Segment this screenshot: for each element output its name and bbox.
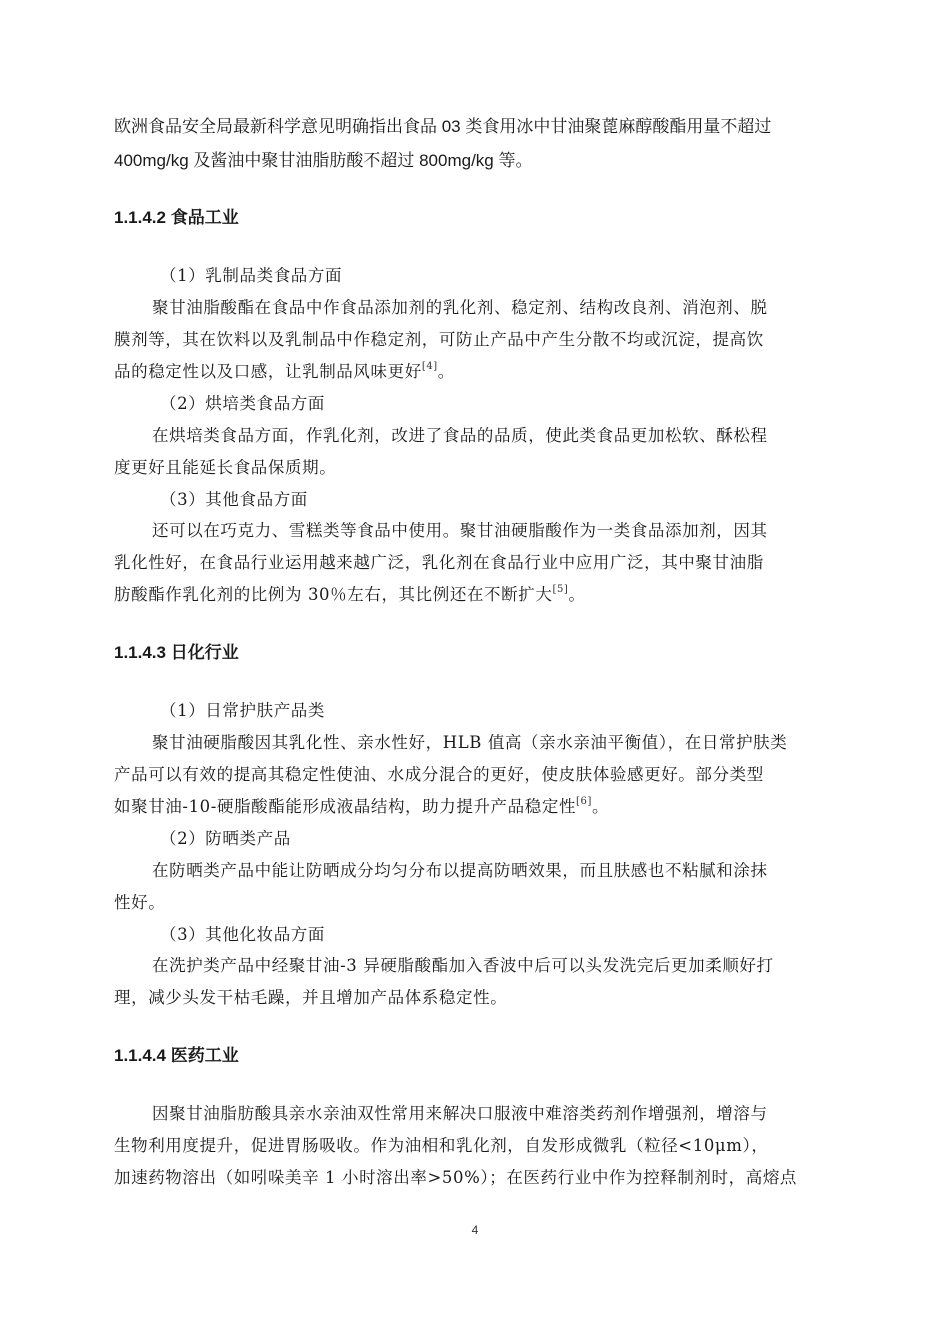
paragraph-line: 乳化性好，在食品行业运用越来越广泛，乳化剂在食品行业中应用广泛，其中聚甘油脂 [114, 553, 764, 572]
paragraph-line [114, 362, 455, 382]
paragraph-line: 因聚甘油脂肪酸具亲水亲油双性常用来解决口服液中难溶类药剂作增强剂，增溶与 [152, 1104, 768, 1123]
paragraph-line: 度更好且能延长食品保质期。 [114, 458, 337, 477]
citation-ref[interactable]: [5] [552, 584, 569, 595]
paragraph-line: 产品可以有效的提高其稳定性使油、水成分混合的更好，使皮肤体验感更好。部分类型 [114, 765, 764, 784]
section-heading-pharmaceutical: 1.1.4.4 医药工业 [114, 1046, 239, 1065]
paragraph-text: 如聚甘油-10-硬脂酸酯能形成液晶结构，助力提升产品稳定性 [114, 797, 577, 816]
citation-ref[interactable]: [6] [576, 796, 593, 807]
paragraph-end: 。 [568, 585, 586, 604]
paragraph-text: 品的稳定性以及口感，让乳制品风味更好 [114, 362, 422, 381]
citation-ref[interactable]: [4] [421, 361, 438, 372]
paragraph-end: 。 [592, 797, 610, 816]
paragraph-line: 生物利用度提升，促进胃肠吸收。作为油相和乳化剂，自发形成微乳（粒径<10μm）， [114, 1136, 769, 1155]
paragraph-text: 肪酸酯作乳化剂的比例为 30％左右，其比例还在不断扩大 [114, 585, 553, 604]
subsection-title: （3）其他食品方面 [160, 490, 308, 509]
paragraph-line: 膜剂等，其在饮料以及乳制品中作稳定剂，可防止产品中产生分散不均或沉淀，提高饮 [114, 330, 764, 349]
paragraph-line: 聚甘油硬脂酸因其乳化性、亲水性好，HLB 值高（亲水亲油平衡值），在日常护肤类 [152, 733, 788, 752]
section-heading-food-industry: 1.1.4.2 食品工业 [114, 208, 239, 227]
paragraph-end: 。 [437, 362, 455, 381]
paragraph-line: 还可以在巧克力、雪糕类等食品中使用。聚甘油硬脂酸作为一类食品添加剂，因其 [152, 521, 768, 540]
paragraph-line: 聚甘油脂酸酯在食品中作食品添加剂的乳化剂、稳定剂、结构改良剂、消泡剂、脱 [152, 298, 768, 317]
subsection-title: （1）日常护肤产品类 [160, 701, 325, 720]
paragraph-line: 性好。 [114, 893, 166, 912]
paragraph-line: 理，减少头发干枯毛躁，并且增加产品体系稳定性。 [114, 988, 508, 1007]
subsection-title: （1）乳制品类食品方面 [160, 266, 343, 285]
paragraph-line: 在防晒类产品中能让防晒成分均匀分布以提高防晒效果，而且肤感也不粘腻和涂抹 [152, 861, 768, 880]
paragraph-line [114, 585, 586, 605]
subsection-title: （3）其他化妆品方面 [160, 925, 325, 944]
paragraph-line: 在洗护类产品中经聚甘油-3 异硬脂酸酯加入香波中后可以头发洗完后更加柔顺好打 [152, 956, 774, 975]
subsection-title: （2）防晒类产品 [160, 829, 291, 848]
page-number: 4 [471, 1223, 479, 1237]
section-heading-daily-chemical: 1.1.4.3 日化行业 [114, 643, 239, 662]
paragraph-line: 在烘培类食品方面，作乳化剂，改进了食品的品质，使此类食品更加松软、酥松程 [152, 426, 768, 445]
paragraph-line [114, 797, 609, 817]
paragraph-line: 加速药物溶出（如吲哚美辛 1 小时溶出率>50%）；在医药行业中作为控释制剂时，高熔点 [114, 1168, 798, 1187]
paragraph-line: 400mg/kg 及酱油中聚甘油脂肪酸不超过 800mg/kg 等。 [114, 151, 533, 170]
paragraph-line: 欧洲食品安全局最新科学意见明确指出食品 03 类食用冰中甘油聚蓖麻醇酸酯用量不超过 [114, 117, 772, 136]
subsection-title: （2）烘培类食品方面 [160, 394, 325, 413]
